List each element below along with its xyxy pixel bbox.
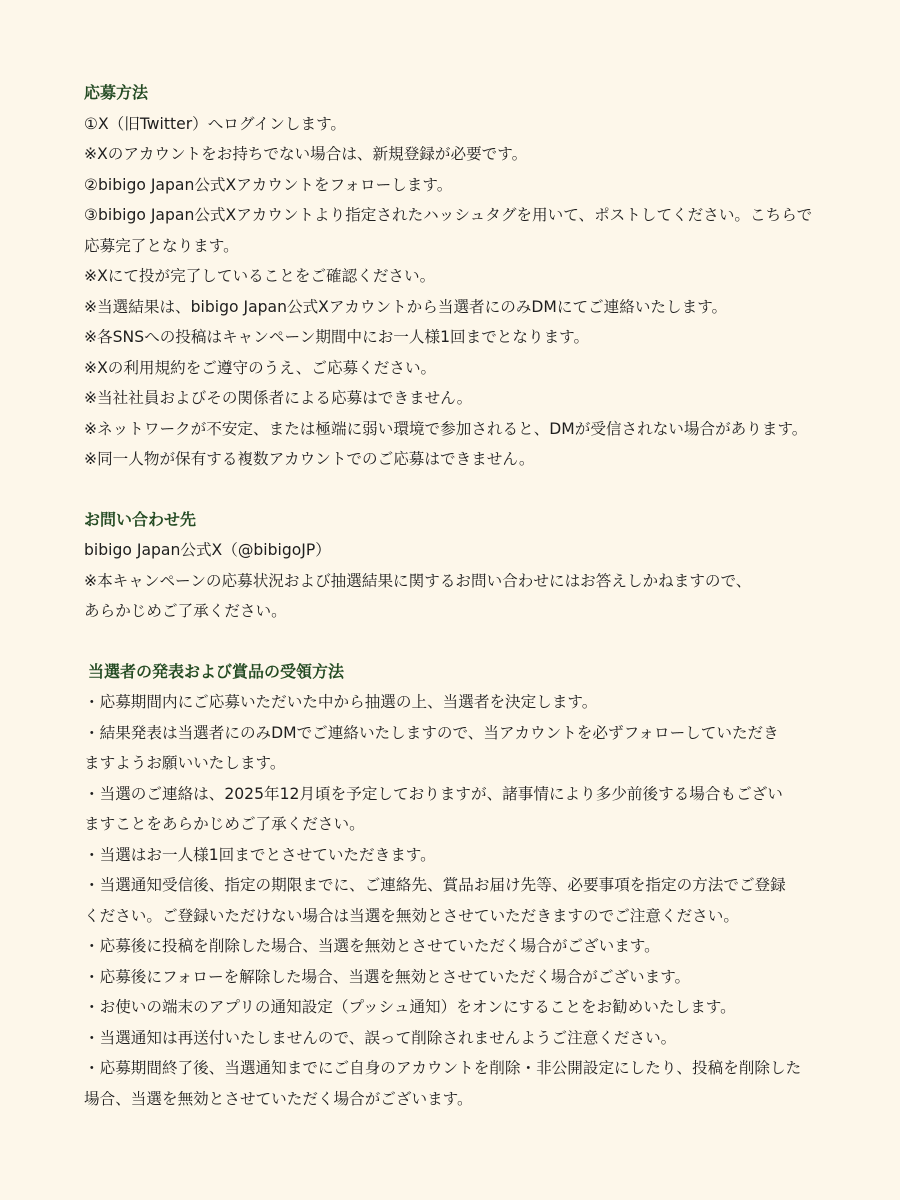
- text-line: ・結果発表は当選者にのみDMでご連絡いたしますので、当アカウントを必ずフォローしていただき: [84, 723, 779, 742]
- text-line: 応募完了となります。: [84, 236, 239, 255]
- section-how-to-apply: [84, 78, 830, 475]
- text-line: ・お使いの端末のアプリの通知設定（プッシュ通知）をオンにすることをお勧めいたします。: [84, 998, 736, 1016]
- text-line: ※本キャンペーンの応募状況および抽選結果に関するお問い合わせにはお答えしかねますので、: [84, 571, 752, 590]
- text-line: ③bibigo Japan公式Xアカウントより指定されたハッシュタグを用いて、ポストしてください。こちらで: [84, 206, 813, 224]
- text-line: ※同一人物が保有する複数アカウントでのご応募はできません。: [84, 450, 535, 468]
- text-line: ・応募期間内にご応募いただいた中から抽選の上、当選者を決定します。: [84, 693, 598, 711]
- text-line: bibigo Japan公式X（@bibigoJP）: [84, 541, 331, 559]
- text-line: ※当選結果は、bibigo Japan公式Xアカウントから当選者にのみDMにてご連絡いたします。: [84, 297, 728, 316]
- text-line: ※Xの利用規約をご遵守のうえ、ご応募ください。: [84, 358, 437, 377]
- text-line: ※Xにて投が完了していることをご確認ください。: [84, 267, 436, 285]
- text-line: ・応募期間終了後、当選通知までにご自身のアカウントを削除・非公開設定にしたり、投稿を削除した: [84, 1059, 802, 1077]
- text-line: ※ネットワークが不安定、または極端に弱い環境で参加されると、DMが受信されない場合があります。: [84, 419, 808, 438]
- section-heading-how-to-apply: 応募方法: [84, 83, 149, 102]
- text-line: ①X（旧Twitter）へログインします。: [84, 114, 347, 133]
- text-line: ・当選のご連絡は、2025年12月頃を予定しておりますが、諸事情により多少前後する場合もござい: [84, 784, 783, 803]
- text-line: ②bibigo Japan公式Xアカウントをフォローします。: [84, 175, 453, 194]
- text-line: あらかじめご了承ください。: [84, 602, 287, 620]
- text-line: ※当社社員およびその関係者による応募はできません。: [84, 389, 473, 407]
- text-line: ますようお願いいたします。: [84, 754, 286, 772]
- text-line: 場合、当選を無効とさせていただく場合がございます。: [84, 1089, 473, 1108]
- section-heading-winner-announcement: 当選者の発表および賞品の受領方法: [88, 661, 345, 681]
- text-line: ますことをあらかじめご了承ください。: [84, 815, 365, 833]
- text-line: ※Xのアカウントをお持ちでない場合は、新規登録が必要です。: [84, 145, 528, 163]
- text-line: ・当選通知受信後、指定の期限までに、ご連絡先、賞品お届け先等、必要事項を指定の方法でご登録: [84, 876, 786, 894]
- text-line: ・応募後に投稿を削除した場合、当選を無効とさせていただく場合がございます。: [84, 937, 660, 955]
- section-winner-announcement: [84, 657, 830, 1115]
- section-heading-contact: お問い合わせ先: [84, 509, 197, 529]
- text-line: ※各SNSへの投稿はキャンペーン期間中にお一人様1回までとなります。: [84, 328, 590, 346]
- text-line: ・当選はお一人様1回までとさせていただきます。: [84, 845, 436, 864]
- text-line: ・当選通知は再送付いたしませんので、誤って削除されませんようご注意ください。: [84, 1028, 677, 1047]
- text-line: ・応募後にフォローを解除した場合、当選を無効とさせていただく場合がございます。: [84, 967, 691, 986]
- section-contact: [84, 505, 830, 627]
- text-line: ください。ご登録いただけない場合は当選を無効とさせていただきますのでご注意ください。: [84, 906, 739, 925]
